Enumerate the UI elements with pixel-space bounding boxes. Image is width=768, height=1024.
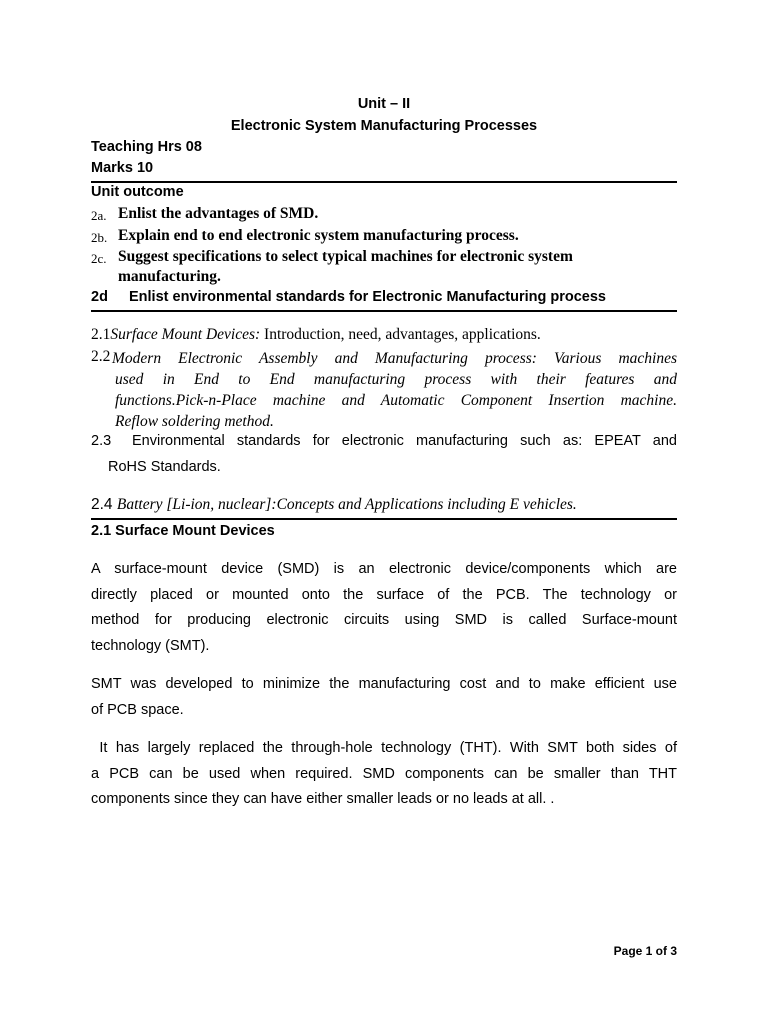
paragraph-line: A surface-mount device (SMD) is an electronic device/components which are — [91, 561, 677, 577]
outcome-text: Enlist the advantages of SMD. — [118, 205, 319, 222]
topic-line: Reflow soldering method. — [115, 413, 274, 430]
paragraph-line: method for producing electronic circuits using SMD is called Surface-mount — [91, 612, 677, 628]
outcome-item — [91, 229, 107, 247]
paragraph — [91, 557, 677, 659]
topic-line: functions.Pick-n-Place machine and Automatic Component Insertion machine. — [115, 392, 677, 409]
topic-text: Introduction, need, advantages, applications. — [260, 326, 541, 343]
topic-number: 2.4 — [91, 496, 113, 513]
topic-text: Battery [Li-ion, nuclear]:Concepts and Applications including E vehicles. — [116, 496, 577, 513]
teaching-hours: Teaching Hrs 08 — [91, 139, 202, 155]
topic-2-2 — [112, 348, 677, 432]
section-heading: 2.1 Surface Mount Devices — [91, 523, 275, 539]
divider — [91, 518, 677, 520]
paragraph-line: It has largely replaced the through-hole technology (THT). With SMT both sides of — [91, 740, 677, 756]
outcome-number: 2d — [91, 289, 108, 305]
topic-number: 2.2 — [91, 348, 111, 365]
topic-2-4 — [91, 496, 577, 514]
topic-number: 2.3 — [91, 433, 112, 449]
paragraph — [91, 736, 677, 813]
paragraph-line: of PCB space. — [91, 701, 184, 718]
outcome-number: 2b. — [91, 230, 108, 245]
topic-line: Modern Electronic Assembly and Manufacturing process: Various machines — [112, 350, 677, 367]
outcome-text: Suggest specifications to select typical machines for electronic system — [118, 248, 573, 265]
topic-line: used in End to End manufacturing process with their features and — [115, 371, 677, 388]
divider — [91, 181, 677, 183]
divider — [91, 310, 677, 312]
marks: Marks 10 — [91, 160, 154, 176]
page-number: Page 1 of 3 — [613, 944, 677, 958]
paragraph — [91, 672, 677, 723]
paragraph-line: components since they can have either smaller leads or no leads at all. . — [91, 791, 555, 807]
outcome-number: 2c. — [91, 251, 107, 266]
outcome-text: Enlist environmental standards for Electronic Manufacturing process — [129, 289, 606, 305]
paragraph-line: a PCB can be used when required. SMD components can be smaller than THT — [91, 765, 677, 782]
topic-2-3-line1: Environmental standards for electronic manufacturing such as: EPEAT and — [132, 433, 677, 449]
outcome-item — [91, 207, 107, 225]
topic-number: 2.1 — [91, 326, 111, 343]
page-title: Electronic System Manufacturing Processes — [230, 118, 538, 134]
topic-2-1 — [91, 326, 541, 344]
outcome-text: Explain end to end electronic system manufacturing process. — [118, 227, 519, 244]
unit-title: Unit – II — [357, 96, 411, 112]
paragraph-line: SMT was developed to minimize the manufacturing cost and to make efficient use — [91, 676, 677, 692]
outcome-text-cont: manufacturing. — [118, 268, 221, 285]
paragraph-line: directly placed or mounted onto the surface of the PCB. The technology or — [91, 586, 677, 603]
topic-2-3-line2: RoHS Standards. — [108, 459, 221, 475]
outcome-item — [91, 250, 107, 268]
unit-outcome-heading: Unit outcome — [91, 184, 184, 200]
topic-title: Surface Mount Devices: — [110, 326, 261, 343]
outcome-number: 2a. — [91, 208, 107, 223]
paragraph-line: technology (SMT). — [91, 637, 210, 654]
